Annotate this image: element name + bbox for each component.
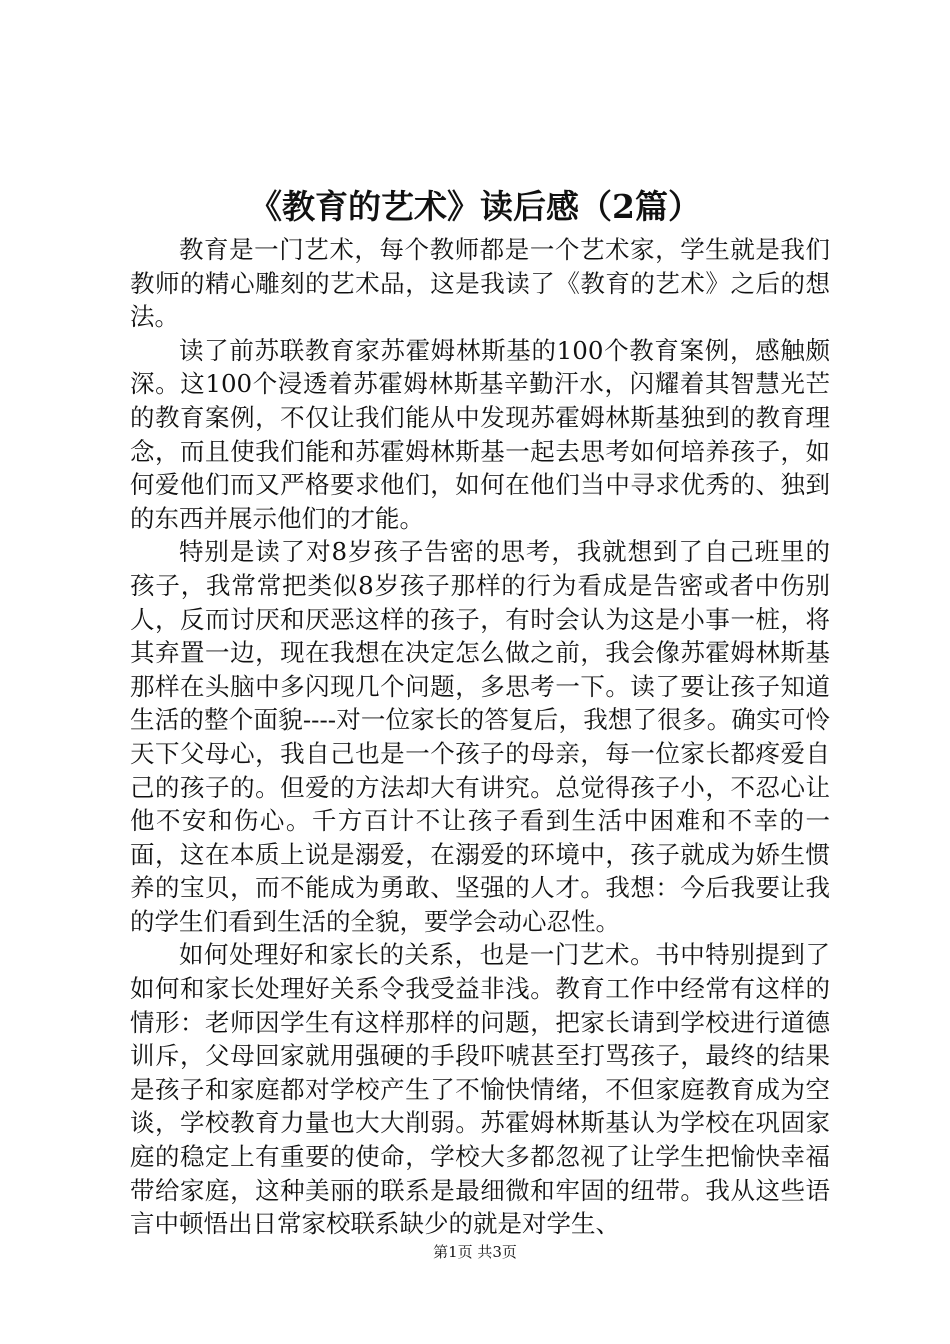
paragraph-2: 读了前苏联教育家苏霍姆林斯基的100个教育案例，感触颇深。这100个浸透着苏霍姆林斯基辛勤汗水，闪耀着其智慧光芒的教育案例，不仅让我们能从中发现苏霍姆林斯基独到的教育理念，而且使我们能和苏霍姆林斯基一起去思考如何培养孩子，如何爱他们而又严格要求他们，如何在他们当中寻求优秀的、独到的东西并展示他们的才能。 <box>130 335 830 533</box>
document-body <box>130 233 830 1241</box>
paragraph-3: 特别是读了对8岁孩子告密的思考，我就想到了自己班里的孩子，我常常把类似8岁孩子那样的行为看成是告密或者中伤别人，反而讨厌和厌恶这样的孩子，有时会认为这是小事一桩，将其弃置一边，现在我想在决定怎么做之前，我会像苏霍姆林斯基那样在头脑中多闪现几个问题，多思考一下。读了要让孩子知道生活的整个面貌----对一位家长的答复后，我想了很多。确实可怜天下父母心，我自己也是一个孩子的母亲，每一位家长都疼爱自己的孩子的。但爱的方法却大有讲究。总觉得孩子小，不忍心让他不安和伤心。千方百计不让孩子看到生活中困难和不幸的一面，这在本质上说是溺爱，在溺爱的环境中，孩子就成为娇生惯养的宝贝，而不能成为勇敢、坚强的人才。我想：今后我要让我的学生们看到生活的全貌，要学会动心忍性。 <box>130 537 830 936</box>
paragraph-1: 教育是一门艺术，每个教师都是一个艺术家，学生就是我们教师的精心雕刻的艺术品，这是我读了《教育的艺术》之后的想法。 <box>130 235 830 332</box>
paragraph-4: 如何处理好和家长的关系，也是一门艺术。书中特别提到了如何和家长处理好关系令我受益非浅。教育工作中经常有这样的情形：老师因学生有这样那样的问题，把家长请到学校进行道德训斥，父母回家就用强硬的手段吓唬甚至打骂孩子，最终的结果是孩子和家庭都对学校产生了不愉快情绪，不但家庭教育成为空谈，学校教育力量也大大削弱。苏霍姆林斯基认为学校在巩固家庭的稳定上有重要的使命，学校大多都忽视了让学生把愉快幸福带给家庭，这种美丽的联系是最细微和牢固的纽带。我从这些语言中顿悟出日常家校联系缺少的就是对学生、 <box>130 940 830 1239</box>
document-title: 《教育的艺术》读后感（2篇） <box>249 187 701 226</box>
page-number-footer: 第1页 共3页 <box>433 1243 517 1261</box>
